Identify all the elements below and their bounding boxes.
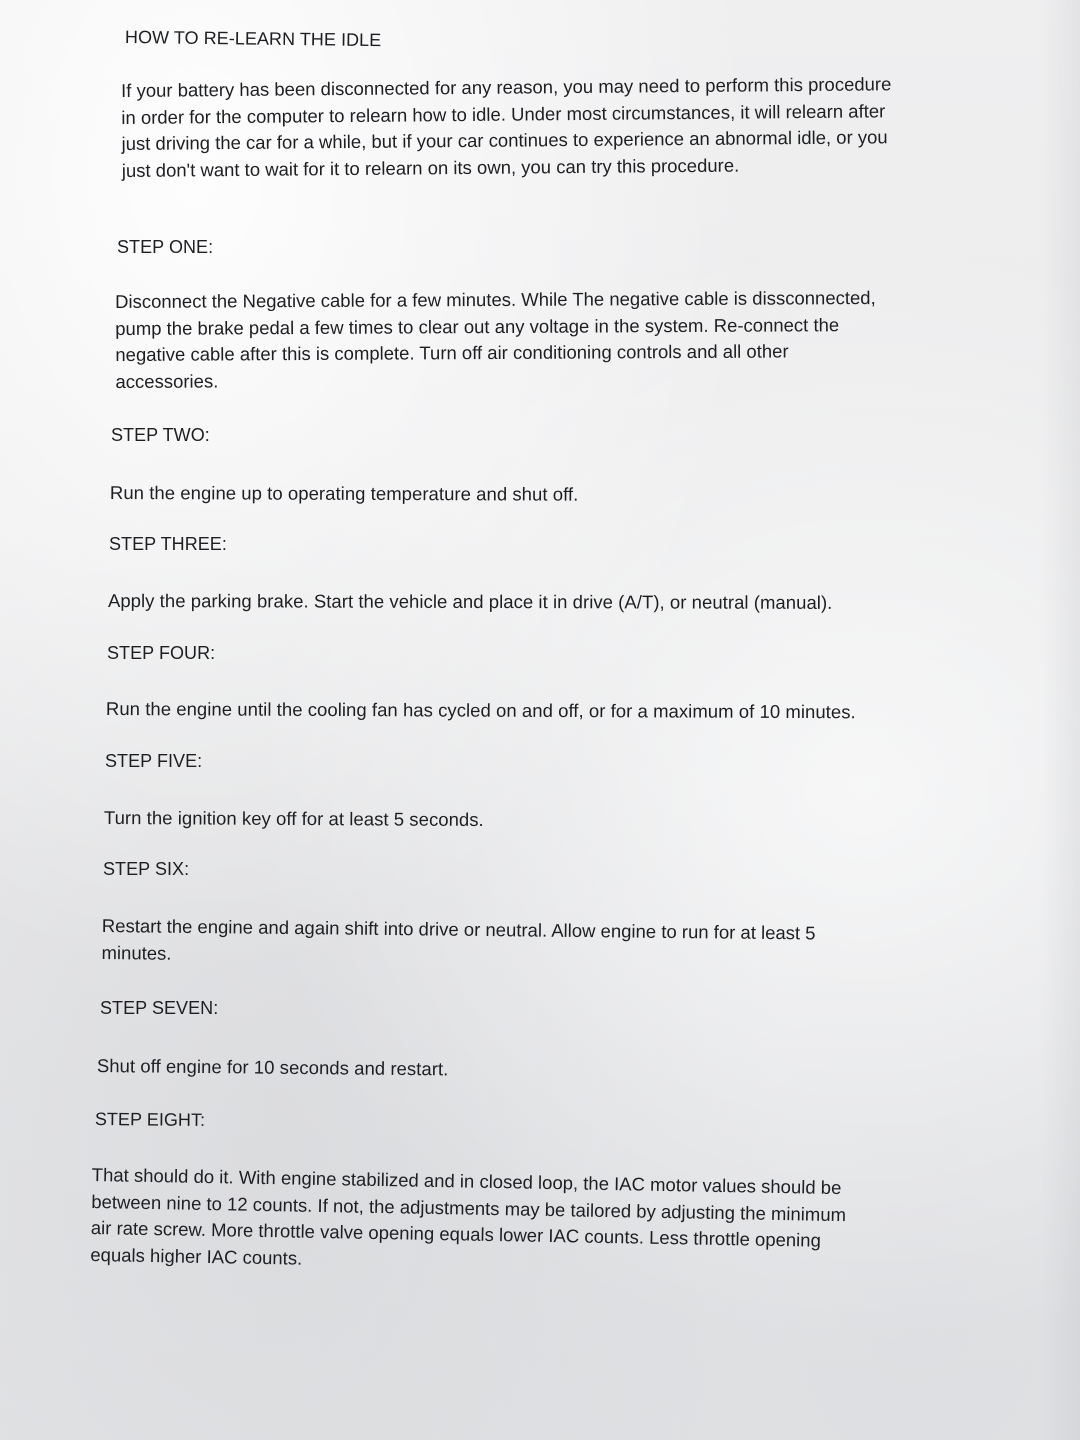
step-one-line: Disconnect the Negative cable for a few minutes. While The negative cable is dissconnected,: [115, 287, 876, 312]
step-one-heading: STEP ONE:: [117, 237, 214, 257]
step-six-line: minutes.: [101, 941, 172, 964]
step-seven-body: Shut off engine for 10 seconds and restart.: [96, 1054, 449, 1080]
intro-line: just driving the car for a while, but if your car continues to experience an abnormal idle, or you: [121, 126, 888, 154]
intro-line: just don't want to wait for it to relearn on its own, you can try this procedure.: [121, 154, 740, 181]
step-eight-line: That should do it. With engine stabilized and in closed loop, the IAC motor values should be: [91, 1163, 842, 1199]
intro-line: in order for the computer to relearn how to idle. Under most circumstances, it will relearn after: [121, 99, 886, 128]
document-title: HOW TO RE-LEARN THE IDLE: [124, 27, 382, 51]
step-eight-body: [90, 1162, 847, 1281]
step-three-body: Apply the parking brake. Start the vehicle and place it in drive (A/T), or neutral (manual).: [107, 590, 833, 613]
step-two-body: Run the engine up to operating temperature and shut off.: [109, 482, 579, 505]
step-four-body: Run the engine until the cooling fan has cycled on and off, or for a maximum of 10 minutes.: [105, 698, 856, 723]
step-six-line: Restart the engine and again shift into drive or neutral. Allow engine to run for at least 5: [101, 914, 816, 944]
intro-paragraph: [121, 71, 892, 184]
step-eight-line: air rate screw. More throttle valve opening equals lower IAC counts. Less throttle opening: [90, 1216, 822, 1251]
step-three-heading: STEP THREE:: [109, 534, 227, 554]
step-two-heading: STEP TWO:: [111, 425, 210, 445]
step-one-line: pump the brake pedal a few times to clear out any voltage in the system. Re-connect the: [115, 313, 840, 339]
step-four-heading: STEP FOUR:: [107, 643, 216, 663]
step-eight-line: between nine to 12 counts. If not, the adjustments may be tailored by adjusting the minimum: [91, 1190, 847, 1225]
step-five-body: Turn the ignition key off for at least 5 seconds.: [103, 807, 484, 830]
step-seven-heading: STEP SEVEN:: [100, 998, 219, 1018]
step-six-heading: STEP SIX:: [103, 859, 190, 879]
step-eight-heading: STEP EIGHT:: [94, 1108, 206, 1130]
paper-edge-shadow: [1040, 0, 1080, 1440]
step-one-body: [115, 285, 876, 395]
step-five-heading: STEP FIVE:: [105, 751, 203, 771]
step-six-body: [101, 913, 815, 973]
step-eight-line: equals higher IAC counts.: [90, 1243, 303, 1269]
step-one-line: accessories.: [115, 369, 219, 392]
intro-line: If your battery has been disconnected for any reason, you may need to perform this procedure: [121, 73, 892, 101]
step-one-line: negative cable after this is complete. Turn off air conditioning controls and all other: [115, 340, 789, 365]
